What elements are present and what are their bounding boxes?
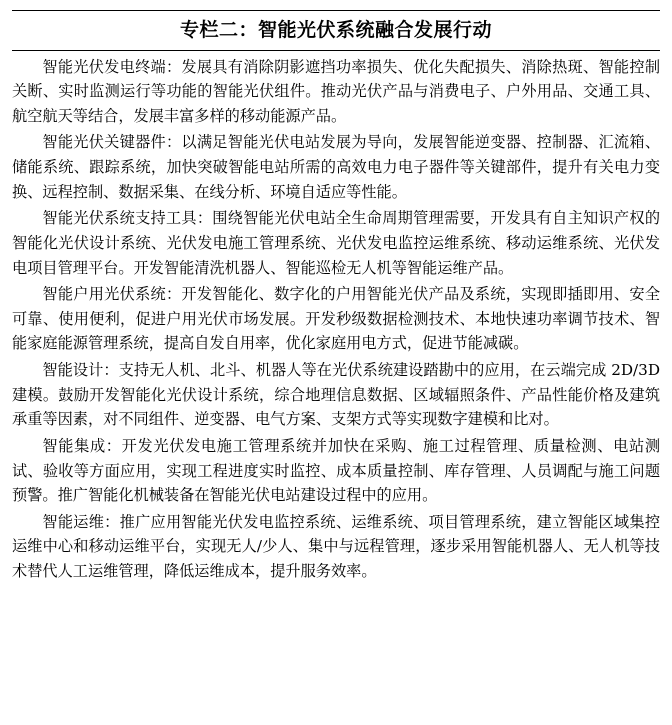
title-rule (12, 50, 660, 51)
paragraph: 智能光伏发电终端：发展具有消除阴影遮挡功率损失、优化失配损失、消除热斑、智能控制关断、实时监测运行等功能的智能光伏组件。推动光伏产品与消费电子、户外用品、交通工具、航空航天等结合，发展丰富多样的移动能源产品。 (12, 57, 660, 125)
paragraph: 智能光伏关键器件：以满足智能光伏电站发展为导向，发展智能逆变器、控制器、汇流箱、储能系统、跟踪系统，加快突破智能电站所需的高效电力电子器件等关键部件，提升有关电力变换、远程控制、数据采集、在线分析、环境自适应等性能。 (12, 133, 660, 201)
paragraph: 智能户用光伏系统：开发智能化、数字化的户用智能光伏产品及系统，实现即插即用、安全可靠、使用便利，促进户用光伏市场发展。开发秒级数据检测技术、本地快速功率调节技术、智能家庭能源管理系统，提高自发自用率，优化家庭用电方式，促进节能减碳。 (12, 285, 660, 353)
page-title: 专栏二：智能光伏系统融合发展行动 (179, 19, 492, 41)
paragraph: 智能光伏系统支持工具：围绕智能光伏电站全生命周期管理需要，开发具有自主知识产权的智能化光伏设计系统、光伏发电施工管理系统、光伏发电监控运维系统、移动运维系统、光伏发电项目管理平台。开发智能清洗机器人、智能巡检无人机等智能运维产品。 (12, 209, 660, 277)
body-text (12, 55, 660, 584)
paragraph: 智能设计：支持无人机、北斗、机器人等在光伏系统建设踏勘中的应用，在云端完成 2D/3D 建模。鼓励开发智能化光伏设计系统，综合地理信息数据、区域辐照条件、产品性能价格及建筑承重等因素，对不同组件、逆变器、电气方案、支架方式等实现数字建模和比对。 (12, 361, 660, 429)
paragraph: 智能运维：推广应用智能光伏发电监控系统、运维系统、项目管理系统，建立智能区域集控运维中心和移动运维平台，实现无人/少人、集中与远程管理，逐步采用智能机器人、无人机等技术替代人工运维管理，降低运维成本，提升服务效率。 (12, 512, 660, 581)
paragraph: 智能集成：开发光伏发电施工管理系统并加快在采购、施工过程管理、质量检测、电站测试、验收等方面应用，实现工程进度实时监控、成本质量控制、库存管理、人员调配与施工问题预警。推广智能化机械装备在智能光伏电站建设过程中的应用。 (12, 436, 660, 505)
top-rule (12, 10, 660, 11)
